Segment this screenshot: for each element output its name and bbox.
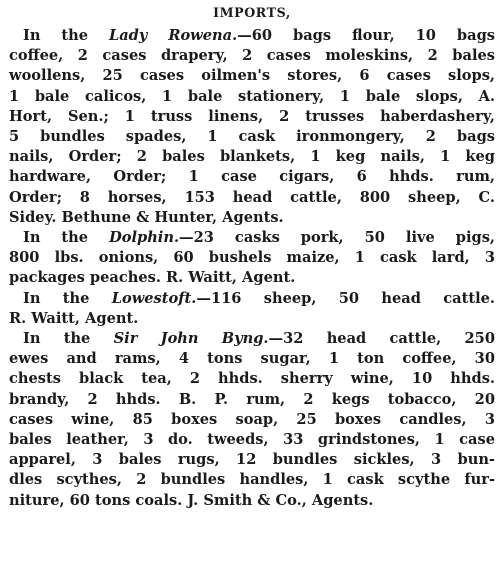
line-text: 800 lbs. onions, 60 bushels maize, 1 cask lard, 3	[9, 249, 495, 267]
import-paragraph	[9, 26, 495, 228]
text-line	[9, 349, 495, 369]
ship-name: Lowestoft.	[111, 289, 197, 307]
line-text: bales leather, 3 do. tweeds, 33 grindstones, 1 case	[9, 431, 495, 449]
text-line	[9, 410, 495, 430]
text-line	[9, 167, 495, 187]
ship-name: Dolphin.	[109, 229, 180, 247]
line-text: Hort, Sen.; 1 truss linens, 2 trusses haberdashery,	[9, 107, 495, 125]
line-text: R. Waitt, Agent.	[9, 309, 139, 327]
text-line	[9, 430, 495, 450]
text-line	[9, 66, 495, 86]
line-text: 1 bale calicos, 1 bale stationery, 1 bale slops, A.	[9, 87, 495, 105]
text-line	[9, 268, 495, 288]
line-text: cases wine, 85 boxes soap, 25 boxes candles, 3	[9, 410, 495, 428]
line-text: nails, Order; 2 bales blankets, 1 keg nails, 1 keg	[9, 148, 495, 166]
text-line	[9, 329, 495, 349]
line-text: brandy, 2 hhds. B. P. rum, 2 kegs tobacco, 20	[9, 390, 495, 408]
import-paragraph	[9, 289, 495, 329]
line-text: chests black tea, 2 hhds. sherry wine, 10 hhds.	[9, 370, 495, 388]
imports-heading: IMPORTS,	[213, 5, 291, 20]
line-text: In the	[23, 330, 114, 348]
text-line	[9, 248, 495, 268]
line-text: niture, 60 tons coals. J. Smith & Co., Agents.	[9, 491, 374, 509]
line-text: In the	[23, 289, 112, 307]
ship-name: Lady Rowena.	[108, 27, 238, 44]
text-line	[9, 107, 495, 127]
text-line	[9, 470, 495, 490]
line-text: apparel, 3 bales rugs, 12 bundles sickles, 3 bun-	[9, 451, 495, 469]
text-line	[9, 147, 495, 167]
line-text: Sidey. Bethune & Hunter, Agents.	[9, 208, 284, 226]
text-line	[9, 26, 495, 46]
text-line	[9, 369, 495, 389]
imports-body	[9, 26, 495, 511]
line-text: dles scythes, 2 bundles handles, 1 cask scythe fur-	[9, 471, 495, 489]
line-text: packages peaches. R. Waitt, Agent.	[9, 269, 296, 287]
text-line	[9, 46, 495, 66]
line-text: —116 sheep, 50 head cattle.	[196, 289, 495, 307]
text-line	[9, 491, 495, 511]
line-text: hardware, Order; 1 case cigars, 6 hhds. rum,	[9, 168, 495, 186]
line-text: —60 bags flour, 10 bags	[237, 27, 495, 44]
text-line	[9, 450, 495, 470]
line-text: In the	[23, 27, 109, 44]
text-line	[9, 87, 495, 107]
text-line	[9, 309, 495, 329]
text-line	[9, 127, 495, 147]
text-line	[9, 289, 495, 309]
ship-name: Sir John Byng.	[113, 330, 269, 348]
line-text: coffee, 2 cases drapery, 2 cases moleskins, 2 bales	[9, 47, 495, 65]
text-line	[9, 188, 495, 208]
text-line	[9, 208, 495, 228]
line-text: 5 bundles spades, 1 cask ironmongery, 2 bags	[9, 128, 495, 146]
line-text: woollens, 25 cases oilmen's stores, 6 cases slops,	[9, 67, 495, 85]
line-text: —23 casks pork, 50 live pigs,	[179, 229, 495, 247]
text-line	[9, 228, 495, 248]
line-text: ewes and rams, 4 tons sugar, 1 ton coffee, 30	[9, 350, 495, 368]
import-paragraph	[9, 329, 495, 511]
import-paragraph	[9, 228, 495, 289]
line-text: —32 head cattle, 250	[268, 330, 495, 348]
line-text: In the	[23, 229, 110, 247]
line-text: Order; 8 horses, 153 head cattle, 800 sheep, C.	[9, 188, 495, 206]
text-line	[9, 390, 495, 410]
